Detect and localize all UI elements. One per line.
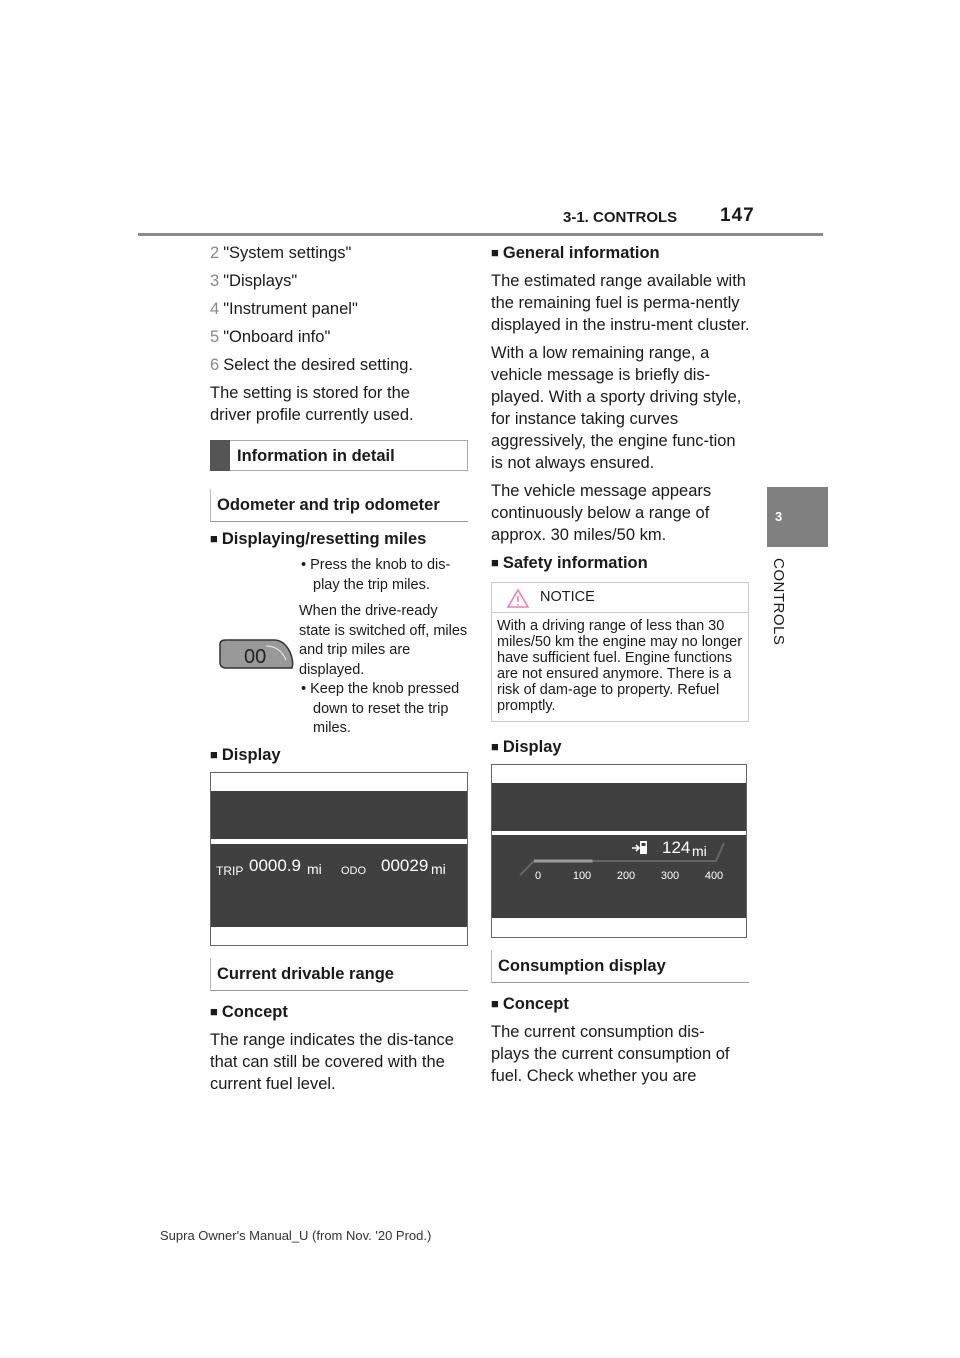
chapter-tab-label: CONTROLS: [770, 558, 787, 646]
heading: ■ Safety information: [491, 552, 751, 574]
odo-unit: mi: [431, 861, 446, 877]
paragraph: The range indicates the dis-tance that can still be covered with the current fuel level.: [210, 1031, 454, 1093]
notice-text: With a driving range of less than 30 miles/50 km the engine may no longer have sufficient fuel. Engine functions are not ensured anymore. There is a risk of dam-age to property. Refuel promptly.: [497, 618, 743, 714]
screen-band: [492, 835, 746, 918]
range-value: 124: [662, 838, 691, 857]
step: 3 "Displays": [210, 272, 298, 290]
range-screen: [491, 764, 747, 938]
header-divider: [138, 233, 823, 236]
scale-tick-label: 300: [660, 870, 680, 882]
trip-unit: mi: [307, 861, 322, 877]
step: 2 "System settings": [210, 244, 352, 262]
step: 4 "Instrument panel": [210, 300, 358, 318]
step: 5 "Onboard info": [210, 328, 331, 346]
heading: ■ General information: [491, 242, 751, 264]
scale-tick-label: 0: [534, 870, 542, 882]
odo-label: ODO: [341, 865, 367, 877]
odo-value: 00029: [381, 856, 429, 875]
bullet: • Press the knob to dis-play the trip miles.: [301, 557, 451, 593]
heading: ■ Display: [210, 744, 470, 766]
notice-box: [491, 582, 749, 722]
knob-label: 00: [244, 646, 267, 668]
step: 6 Select the desired setting.: [210, 356, 414, 374]
scale-tick-label: 400: [704, 870, 724, 882]
scale-tick-label: 200: [616, 870, 636, 882]
warning-icon: [506, 588, 530, 609]
subheading: Consumption display: [491, 950, 749, 983]
heading: ■ Concept: [491, 993, 751, 1015]
paragraph: The current consumption dis-plays the current consumption of fuel. Check whether you are: [491, 1023, 730, 1085]
heading: ■ Display: [491, 736, 751, 758]
knob-icon: [216, 638, 296, 672]
heading: ■ Displaying/resetting miles: [210, 528, 470, 550]
scale-tick-label: 100: [572, 870, 592, 882]
notice-header: [492, 583, 748, 613]
paragraph: The setting is stored for the driver profile currently used.: [210, 384, 414, 424]
trip-value: 0000.9: [249, 856, 301, 875]
footer: Supra Owner's Manual_U (from Nov. '20 Prod.): [160, 1228, 432, 1243]
notice-title: NOTICE: [540, 589, 595, 605]
paragraph: With a low remaining range, a vehicle message is briefly dis-played. With a sporty driving style, for instance taking curves aggressively, the engine func-tion is not always ensured.: [491, 344, 742, 472]
range-unit: mi: [692, 843, 707, 859]
bullet: • Keep the knob pressed down to reset the trip miles.: [301, 681, 460, 736]
screen-band: [211, 791, 467, 839]
paragraph: The estimated range available with the remaining fuel is perma-nently displayed in the instru-ment cluster.: [491, 272, 750, 334]
heading: ■ Concept: [210, 1001, 470, 1023]
odometer-screen: [210, 772, 468, 946]
paragraph: When the drive-ready state is switched off, miles and trip miles are displayed.: [299, 603, 468, 678]
page-number: 147: [720, 205, 755, 226]
right-column: [491, 242, 751, 1093]
chapter-tab: 3: [767, 487, 828, 547]
knob-section: [210, 556, 470, 744]
section-title: 3-1. CONTROLS: [563, 209, 678, 226]
heading-bar: [210, 440, 230, 471]
subheading: Current drivable range: [210, 958, 468, 991]
subheading: Odometer and trip odometer: [210, 489, 468, 522]
trip-label: TRIP: [216, 864, 244, 878]
screen-band: [211, 844, 467, 927]
left-column: [210, 242, 470, 1101]
screen-band: [492, 783, 746, 831]
paragraph: The vehicle message appears continuously below a range of approx. 30 miles/50 km.: [491, 482, 712, 544]
info-box-heading: Information in detail: [210, 440, 468, 471]
